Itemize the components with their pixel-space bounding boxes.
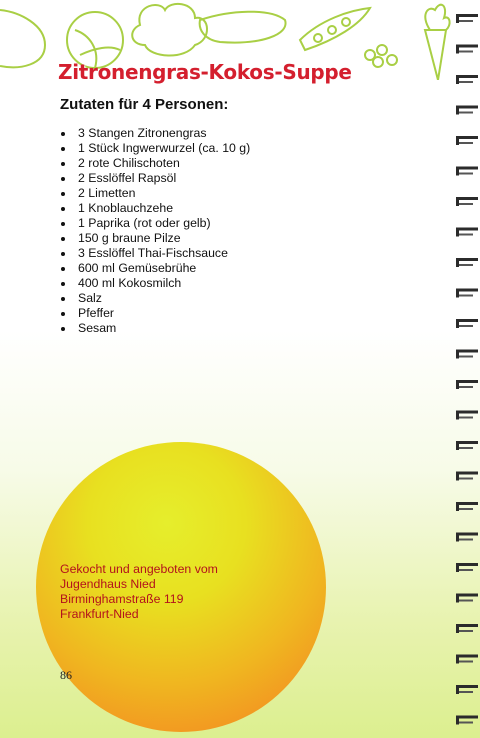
binding-ring bbox=[456, 502, 478, 511]
ingredient-item: 1 Stück Ingwerwurzel (ca. 10 g) bbox=[60, 141, 250, 156]
ingredient-item: Pfeffer bbox=[60, 306, 250, 321]
ingredient-item: 400 ml Kokosmilch bbox=[60, 276, 250, 291]
ingredient-item: 600 ml Gemüsebrühe bbox=[60, 261, 250, 276]
binding-ring bbox=[456, 14, 478, 23]
binding-ring bbox=[456, 350, 478, 359]
binding-ring bbox=[456, 716, 478, 725]
ingredient-item: 150 g braune Pilze bbox=[60, 231, 250, 246]
page-number: 86 bbox=[60, 668, 72, 682]
binding-ring bbox=[456, 136, 478, 145]
binding-ring bbox=[456, 441, 478, 450]
ingredient-item: 1 Knoblauchzehe bbox=[60, 201, 250, 216]
ingredient-item: 2 Limetten bbox=[60, 186, 250, 201]
credits-line: Birminghamstraße 119 bbox=[60, 592, 184, 606]
binding-ring bbox=[456, 533, 478, 542]
binding-ring bbox=[456, 289, 478, 298]
binding-ring bbox=[456, 655, 478, 664]
ingredient-item: 3 Esslöffel Thai-Fischsauce bbox=[60, 246, 250, 261]
binding-ring bbox=[456, 258, 478, 267]
credits-block bbox=[60, 562, 218, 622]
servings-heading: Zutaten für 4 Personen: bbox=[60, 96, 229, 113]
binding-ring bbox=[456, 624, 478, 633]
ingredient-item: 1 Paprika (rot oder gelb) bbox=[60, 216, 250, 231]
binding-ring bbox=[456, 106, 478, 115]
binding-ring bbox=[456, 319, 478, 328]
credits-line: Gekocht und angeboten vom bbox=[60, 562, 218, 576]
binding-ring bbox=[456, 380, 478, 389]
ingredient-list bbox=[60, 126, 250, 336]
credits-line: Frankfurt-Nied bbox=[60, 607, 139, 621]
binding-ring bbox=[456, 75, 478, 84]
ingredient-item: Sesam bbox=[60, 321, 250, 336]
binding-ring bbox=[456, 472, 478, 481]
binding-ring bbox=[456, 197, 478, 206]
ingredient-item: 2 rote Chilischoten bbox=[60, 156, 250, 171]
ingredient-item: Salz bbox=[60, 291, 250, 306]
spiral-binding bbox=[452, 0, 480, 738]
binding-ring bbox=[456, 563, 478, 572]
binding-ring bbox=[456, 594, 478, 603]
ingredient-item: 2 Esslöffel Rapsöl bbox=[60, 171, 250, 186]
recipe-title: Zitronengras-Kokos-Suppe bbox=[58, 60, 352, 84]
binding-ring bbox=[456, 685, 478, 694]
ingredient-item: 3 Stangen Zitronengras bbox=[60, 126, 250, 141]
credits-line: Jugendhaus Nied bbox=[60, 577, 156, 591]
binding-ring bbox=[456, 228, 478, 237]
binding-ring bbox=[456, 45, 478, 54]
binding-ring bbox=[456, 167, 478, 176]
binding-ring bbox=[456, 411, 478, 420]
